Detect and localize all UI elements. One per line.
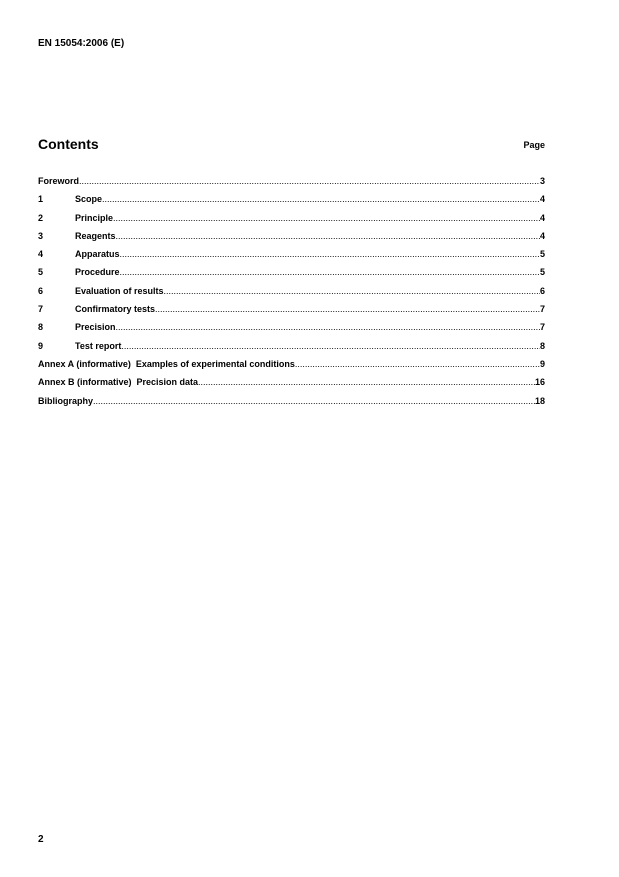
toc-entry[interactable] bbox=[38, 209, 545, 227]
toc-entry-page: 18 bbox=[534, 395, 545, 406]
toc-entry-number: 4 bbox=[38, 249, 44, 260]
toc-entry-page: 8 bbox=[539, 340, 545, 351]
toc-dot-leader bbox=[116, 318, 540, 336]
toc-dot-leader bbox=[120, 245, 540, 263]
toc-entry[interactable] bbox=[38, 263, 545, 281]
toc-dot-leader bbox=[102, 190, 540, 208]
toc-entry[interactable] bbox=[38, 373, 545, 391]
toc-entry-title: Test report bbox=[75, 340, 122, 351]
toc-entry-title: Evaluation of results bbox=[75, 285, 164, 296]
toc-entry-title: Annex B (informative) Precision data bbox=[38, 377, 199, 388]
toc-dot-leader bbox=[79, 172, 540, 190]
toc-entry-title: Bibliography bbox=[38, 395, 94, 406]
toc-entry[interactable] bbox=[38, 227, 545, 245]
toc-entry-number: 3 bbox=[38, 230, 44, 241]
table-of-contents bbox=[38, 172, 545, 410]
toc-entry-title: Reagents bbox=[75, 230, 116, 241]
toc-entry-title: Apparatus bbox=[75, 249, 120, 260]
page-column-label: Page bbox=[523, 140, 545, 150]
toc-entry-title: Foreword bbox=[38, 176, 80, 186]
toc-entry[interactable] bbox=[38, 282, 545, 300]
toc-entry[interactable] bbox=[38, 172, 545, 190]
toc-entry[interactable] bbox=[38, 318, 545, 336]
toc-dot-leader bbox=[155, 300, 540, 318]
toc-entry-number: 9 bbox=[38, 340, 44, 351]
toc-dot-leader bbox=[120, 263, 540, 281]
document-id: EN 15054:2006 (E) bbox=[38, 38, 125, 49]
toc-entry[interactable] bbox=[38, 337, 545, 355]
toc-entry-title: Principle bbox=[75, 212, 114, 223]
toc-dot-leader bbox=[121, 337, 540, 355]
toc-entry-title: Annex A (informative) Examples of experimental conditions bbox=[38, 358, 295, 369]
toc-entry-page: 9 bbox=[539, 358, 545, 369]
toc-entry-page: 4 bbox=[539, 194, 545, 205]
toc-entry-number: 6 bbox=[38, 285, 44, 296]
toc-dot-leader bbox=[93, 392, 535, 410]
toc-entry-title: Confirmatory tests bbox=[75, 304, 156, 315]
toc-dot-leader bbox=[113, 209, 540, 227]
page-number: 2 bbox=[38, 834, 44, 845]
toc-entry-page: 16 bbox=[534, 377, 545, 388]
toc-entry-number: 5 bbox=[38, 267, 44, 278]
toc-entry-title: Precision bbox=[75, 322, 116, 333]
toc-entry[interactable] bbox=[38, 300, 545, 318]
toc-dot-leader bbox=[295, 355, 540, 373]
toc-entry[interactable] bbox=[38, 190, 545, 208]
toc-entry-page: 3 bbox=[539, 176, 545, 186]
toc-entry-page: 6 bbox=[539, 285, 545, 296]
toc-entry-number: 8 bbox=[38, 322, 44, 333]
toc-entry[interactable] bbox=[38, 355, 545, 373]
contents-heading: Contents bbox=[38, 136, 99, 152]
toc-entry[interactable] bbox=[38, 392, 545, 410]
toc-dot-leader bbox=[116, 227, 540, 245]
toc-entry-page: 4 bbox=[539, 212, 545, 223]
toc-entry-number: 1 bbox=[38, 194, 44, 205]
toc-entry-number: 2 bbox=[38, 212, 44, 223]
toc-dot-leader bbox=[198, 373, 535, 391]
toc-dot-leader bbox=[164, 282, 540, 300]
toc-entry-page: 7 bbox=[539, 304, 545, 315]
toc-entry-page: 7 bbox=[539, 322, 545, 333]
toc-entry-page: 5 bbox=[539, 249, 545, 260]
toc-entry-title: Scope bbox=[75, 194, 103, 205]
toc-entry-page: 5 bbox=[539, 267, 545, 278]
toc-entry-number: 7 bbox=[38, 304, 44, 315]
toc-entry-title: Procedure bbox=[75, 267, 120, 278]
toc-entry-page: 4 bbox=[539, 230, 545, 241]
toc-entry[interactable] bbox=[38, 245, 545, 263]
